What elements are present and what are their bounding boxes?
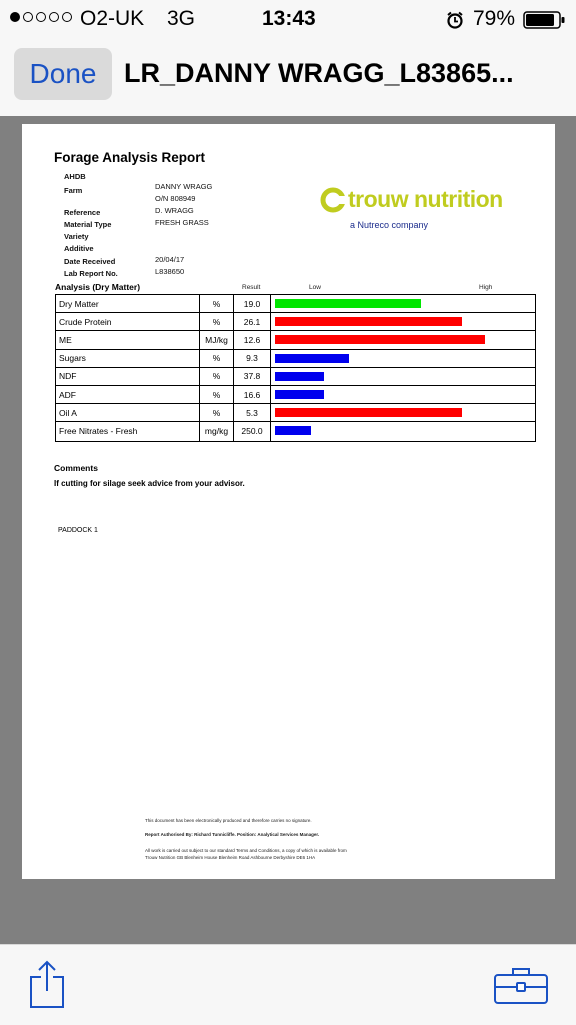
comment-text: If cutting for silage seek advice from your advisor.: [54, 479, 245, 488]
analysis-bar-cell: [271, 404, 535, 421]
footer-address: Trouw Nutrition GB Blenheim House Blenheim Road Ashbourne Derbyshire DE6 1HA: [145, 855, 316, 860]
analysis-name: NDF: [56, 368, 200, 385]
bottom-toolbar: [0, 944, 576, 1025]
field-value: 20/04/17: [155, 255, 185, 264]
analysis-bar: [275, 372, 324, 381]
field-value: L838650: [155, 267, 185, 276]
analysis-row: [56, 422, 535, 440]
analysis-result: 19.0: [234, 295, 271, 312]
analysis-bar-cell: [271, 350, 535, 367]
analysis-unit: %: [200, 368, 234, 385]
report-title: Forage Analysis Report: [54, 150, 206, 165]
result-header: Result: [242, 284, 261, 291]
battery-percent: 79%: [473, 7, 516, 30]
analysis-bar: [275, 354, 349, 363]
analysis-name: Free Nitrates - Fresh: [56, 422, 200, 440]
analysis-table: [55, 294, 536, 442]
analysis-result: 250.0: [234, 422, 271, 440]
document-viewer[interactable]: [0, 116, 576, 944]
analysis-result: 16.6: [234, 386, 271, 403]
document-page[interactable]: [22, 124, 555, 879]
field-value: O/N 808949: [155, 194, 196, 203]
analysis-bar: [275, 390, 324, 399]
analysis-bar: [275, 408, 462, 417]
footer-authorised: Report Authorised By: Richard Tunnicliffe. Position: Analytical Services Manager.: [145, 832, 320, 837]
analysis-row: [56, 404, 535, 422]
analysis-result: 37.8: [234, 368, 271, 385]
analysis-bar-cell: [271, 422, 535, 440]
analysis-bar-cell: [271, 386, 535, 403]
analysis-name: ME: [56, 331, 200, 348]
network-type: 3G: [167, 7, 196, 30]
analysis-row: [56, 295, 535, 313]
trouw-logo-icon: [320, 187, 346, 213]
done-button[interactable]: Done: [14, 48, 112, 100]
analysis-row: [56, 368, 535, 386]
carrier-name: O2-UK: [80, 7, 145, 30]
analysis-result: 5.3: [234, 404, 271, 421]
analysis-name: ADF: [56, 386, 200, 403]
analysis-result: 26.1: [234, 313, 271, 330]
analysis-row: [56, 350, 535, 368]
comments-heading: Comments: [54, 463, 98, 473]
analysis-unit: MJ/kg: [200, 331, 234, 348]
high-header: High: [479, 284, 493, 291]
document-title: LR_DANNY WRAGG_L83865...: [124, 58, 514, 88]
analysis-unit: %: [200, 313, 234, 330]
low-header: Low: [309, 284, 321, 291]
field-label: Farm: [64, 186, 83, 195]
analysis-bar: [275, 426, 311, 435]
analysis-name: Oil A: [56, 404, 200, 421]
analysis-row: [56, 313, 535, 331]
analysis-name: Dry Matter: [56, 295, 200, 312]
clock: 13:43: [262, 7, 316, 30]
field-label: Variety: [64, 232, 89, 241]
analysis-unit: %: [200, 350, 234, 367]
brand-logo: trouw nutrition: [348, 186, 503, 212]
analysis-bar: [275, 299, 421, 308]
signal-strength-icon: [10, 12, 72, 22]
analysis-name: Crude Protein: [56, 313, 200, 330]
battery-icon: [523, 11, 567, 34]
analysis-bar-cell: [271, 368, 535, 385]
share-icon[interactable]: [28, 959, 66, 1014]
analysis-unit: %: [200, 386, 234, 403]
field-value: DANNY WRAGG: [155, 182, 213, 191]
toolbox-icon[interactable]: [493, 965, 549, 1010]
field-label: Material Type: [64, 220, 112, 229]
analysis-bar-cell: [271, 295, 535, 312]
analysis-result: 12.6: [234, 331, 271, 348]
brand-tagline: a Nutreco company: [350, 220, 429, 230]
analysis-row: [56, 331, 535, 349]
field-label: Reference: [64, 208, 101, 217]
footer-note: This document has been electronically produced and therefore carries no signature.: [145, 818, 312, 823]
field-value: D. WRAGG: [155, 206, 194, 215]
alarm-icon: [446, 11, 464, 34]
analysis-unit: %: [200, 404, 234, 421]
analysis-result: 9.3: [234, 350, 271, 367]
field-label: Additive: [64, 244, 94, 253]
status-bar: [0, 0, 576, 38]
analysis-row: [56, 386, 535, 404]
analysis-name: Sugars: [56, 350, 200, 367]
analysis-bar: [275, 335, 485, 344]
paddock-label: PADDOCK 1: [58, 527, 98, 534]
field-label: Lab Report No.: [64, 269, 118, 278]
analysis-unit: mg/kg: [200, 422, 234, 440]
navigation-bar: [0, 38, 576, 116]
field-label: Date Received: [64, 257, 116, 266]
field-value: FRESH GRASS: [155, 218, 209, 227]
analysis-bar: [275, 317, 462, 326]
analysis-bar-cell: [271, 313, 535, 330]
analysis-bar-cell: [271, 331, 535, 348]
analysis-heading: Analysis (Dry Matter): [55, 282, 141, 292]
org-label: AHDB: [64, 172, 86, 181]
footer-terms: All work is carried out subject to our standard Terms and Conditions, a copy of which is available from: [145, 848, 347, 853]
analysis-unit: %: [200, 295, 234, 312]
